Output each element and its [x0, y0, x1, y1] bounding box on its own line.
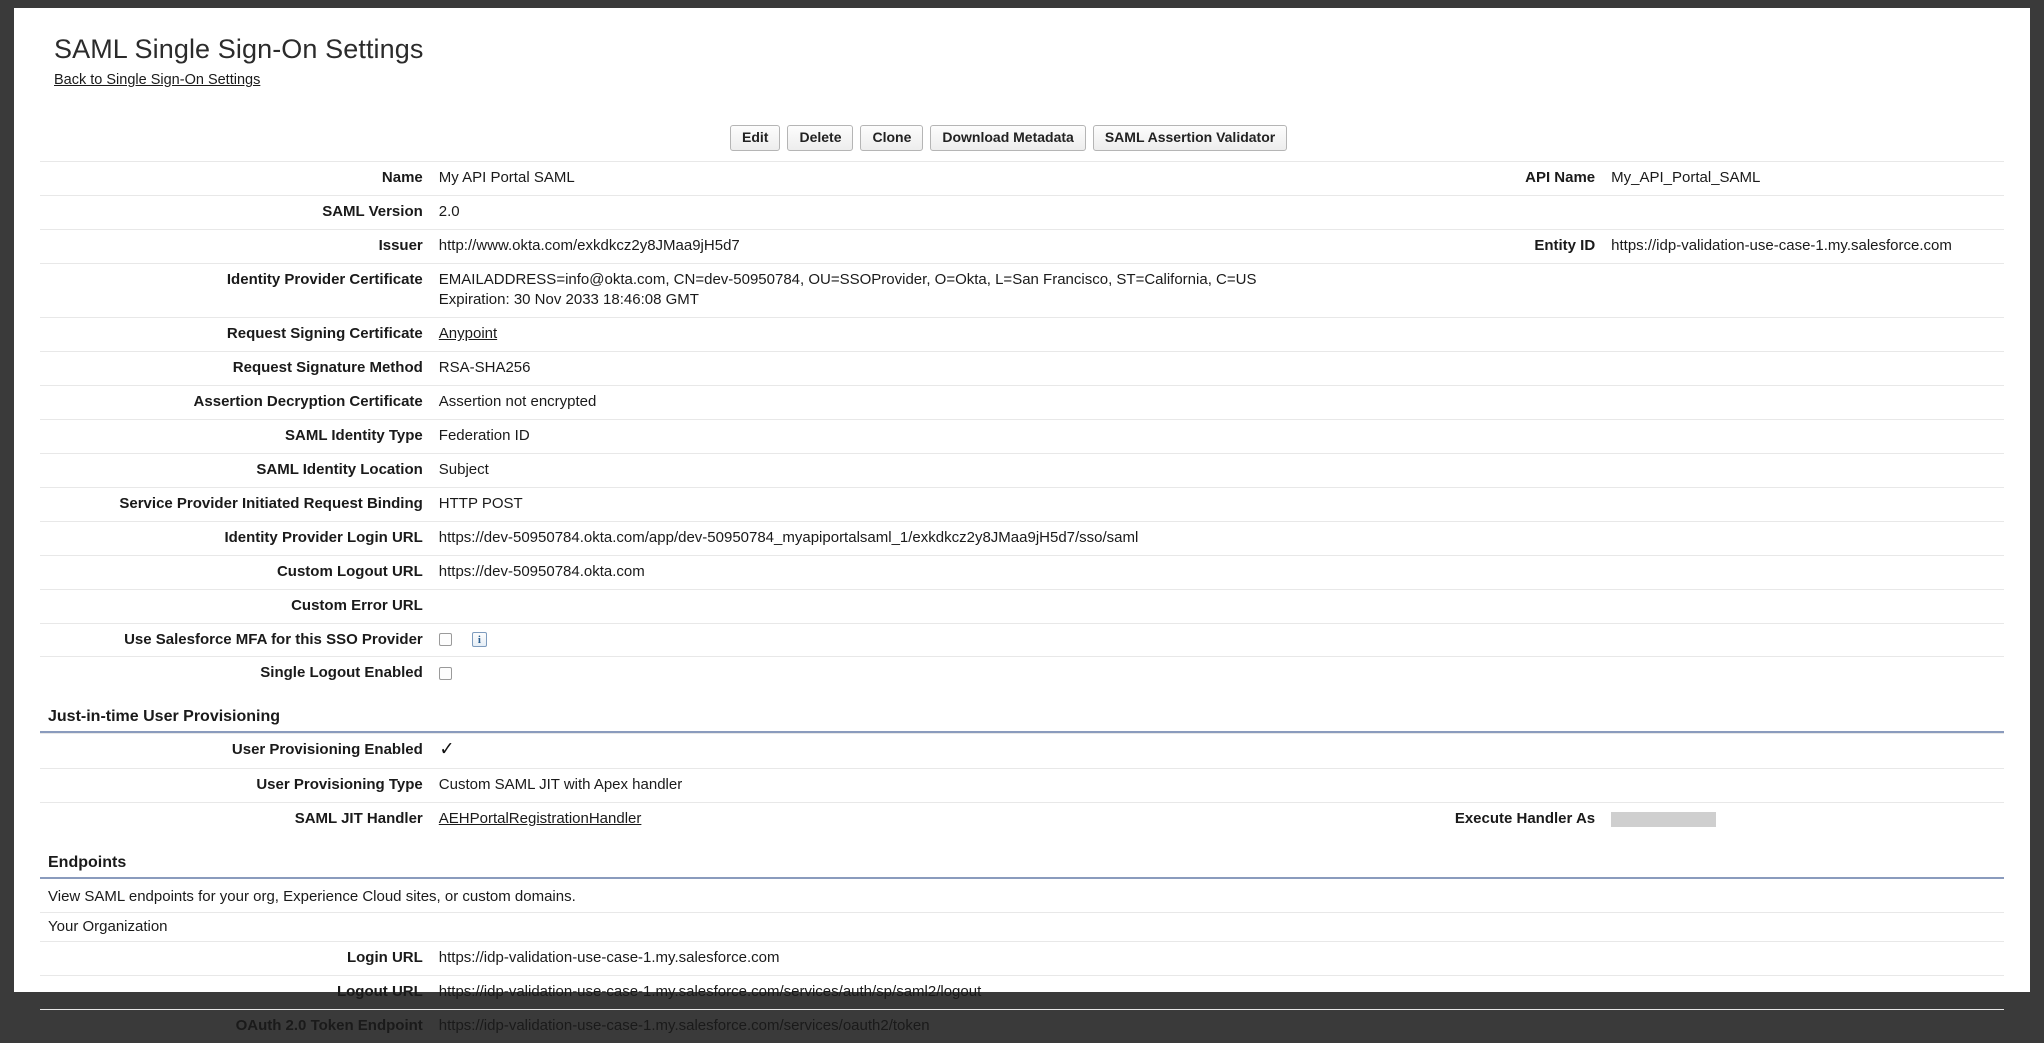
- custom-logout-url-value: https://dev-50950784.okta.com: [431, 555, 1373, 589]
- issuer-label: Issuer: [40, 230, 431, 264]
- assertion-decryption-certificate-label: Assertion Decryption Certificate: [40, 385, 431, 419]
- jit-section-header: [40, 704, 2004, 733]
- empty-label: [1373, 623, 1603, 657]
- saml-version-label: SAML Version: [40, 196, 431, 230]
- table-row: [40, 487, 2004, 521]
- user-provisioning-enabled-value: [431, 734, 1373, 769]
- table-row: [40, 419, 2004, 453]
- assertion-decryption-certificate-value: Assertion not encrypted: [431, 385, 1373, 419]
- empty-value: [1603, 942, 2004, 976]
- empty-value: [1603, 385, 2004, 419]
- action-toolbar: [730, 89, 2004, 161]
- saml-jit-handler-link[interactable]: AEHPortalRegistrationHandler: [438, 810, 642, 828]
- user-provisioning-enabled-label: User Provisioning Enabled: [40, 734, 431, 769]
- table-row: [40, 230, 2004, 264]
- empty-label: [1373, 318, 1603, 352]
- request-signature-method-value: RSA-SHA256: [431, 352, 1373, 386]
- entity-id-value: https://idp-validation-use-case-1.my.salesforce.com: [1603, 230, 2004, 264]
- empty-label: [1373, 942, 1603, 976]
- table-row: [40, 352, 2004, 386]
- table-row: [40, 589, 2004, 623]
- identity-provider-certificate-value: [431, 264, 1373, 318]
- identity-provider-login-url-value: https://dev-50950784.okta.com/app/dev-50950784_myapiportalsaml_1/exkdkcz2y8JMaa9jH5d7/sso/saml: [431, 521, 1373, 555]
- entity-id-label: Entity ID: [1373, 230, 1603, 264]
- name-value: My API Portal SAML: [431, 162, 1373, 196]
- endpoints-table: [40, 941, 2004, 1043]
- certificate-expiration: Expiration: 30 Nov 2033 18:46:08 GMT: [438, 291, 699, 309]
- download-metadata-button[interactable]: Download Metadata: [930, 125, 1085, 151]
- saml-settings-page: [14, 8, 2030, 1035]
- saml-identity-type-value: Federation ID: [431, 419, 1373, 453]
- empty-label: [1373, 769, 1603, 803]
- table-row: [40, 453, 2004, 487]
- empty-value: [1603, 419, 2004, 453]
- logout-url-value: https://idp-validation-use-case-1.my.salesforce.com/services/auth/sp/saml2/logout: [431, 976, 1373, 1010]
- request-signing-certificate-label: Request Signing Certificate: [40, 318, 431, 352]
- oauth-token-endpoint-value: https://idp-validation-use-case-1.my.salesforce.com/services/oauth2/token: [431, 1010, 1373, 1043]
- saml-jit-handler-value: [431, 803, 1373, 836]
- delete-button[interactable]: Delete: [787, 125, 853, 151]
- edit-button[interactable]: Edit: [730, 125, 780, 151]
- use-salesforce-mfa-value: [431, 623, 1373, 657]
- page-content: [14, 8, 2030, 1043]
- table-row: [40, 1010, 2004, 1043]
- identity-provider-login-url-label: Identity Provider Login URL: [40, 521, 431, 555]
- table-row: [40, 385, 2004, 419]
- request-signing-certificate-value: [431, 318, 1373, 352]
- custom-error-url-value: [431, 589, 1373, 623]
- oauth-token-endpoint-label: OAuth 2.0 Token Endpoint: [40, 1010, 431, 1043]
- empty-value: [1603, 487, 2004, 521]
- single-logout-enabled-checkbox[interactable]: [439, 667, 452, 680]
- user-provisioning-type-value: Custom SAML JIT with Apex handler: [431, 769, 1373, 803]
- single-logout-enabled-label: Single Logout Enabled: [40, 657, 431, 690]
- info-icon[interactable]: i: [472, 632, 487, 647]
- empty-label: [1373, 976, 1603, 1010]
- table-row: [40, 196, 2004, 230]
- empty-value: [1603, 453, 2004, 487]
- endpoints-section-header: [40, 850, 2004, 879]
- empty-label: [1373, 453, 1603, 487]
- empty-value: [1603, 589, 2004, 623]
- saml-jit-handler-label: SAML JIT Handler: [40, 803, 431, 836]
- login-url-label: Login URL: [40, 942, 431, 976]
- empty-value: [1603, 734, 2004, 769]
- table-row: [40, 264, 2004, 318]
- saml-assertion-validator-button[interactable]: SAML Assertion Validator: [1093, 125, 1287, 151]
- empty-value: [1603, 196, 2004, 230]
- custom-error-url-label: Custom Error URL: [40, 589, 431, 623]
- empty-label: [1373, 196, 1603, 230]
- jit-details-table: [40, 733, 2004, 836]
- custom-logout-url-label: Custom Logout URL: [40, 555, 431, 589]
- execute-handler-as-value: [1603, 803, 2004, 836]
- table-row: [40, 623, 2004, 657]
- identity-provider-certificate-label: Identity Provider Certificate: [40, 264, 431, 318]
- saml-identity-type-label: SAML Identity Type: [40, 419, 431, 453]
- empty-value: [1603, 623, 2004, 657]
- empty-label: [1373, 555, 1603, 589]
- logout-url-label: Logout URL: [40, 976, 431, 1010]
- empty-label: [1373, 419, 1603, 453]
- empty-value: [1603, 976, 2004, 1010]
- table-row: [40, 734, 2004, 769]
- saml-identity-location-label: SAML Identity Location: [40, 453, 431, 487]
- endpoints-note: View SAML endpoints for your org, Experience Cloud sites, or custom domains.: [48, 888, 576, 906]
- sp-initiated-request-binding-value: HTTP POST: [431, 487, 1373, 521]
- saml-details-table: [40, 161, 2004, 690]
- table-row: [40, 318, 2004, 352]
- saml-version-value: 2.0: [431, 196, 1373, 230]
- jit-section-title: Just-in-time User Provisioning: [48, 708, 281, 726]
- certificate-subject: EMAILADDRESS=info@okta.com, CN=dev-50950784, OU=SSOProvider, O=Okta, L=San Francisco, ST=California, C=US: [438, 271, 1257, 289]
- empty-label: [1373, 264, 1603, 318]
- empty-value: [1603, 555, 2004, 589]
- empty-value: [1603, 657, 2004, 690]
- empty-value: [1603, 1010, 2004, 1043]
- use-salesforce-mfa-label: Use Salesforce MFA for this SSO Provider: [40, 623, 431, 657]
- empty-value: [1603, 352, 2004, 386]
- empty-label: [1373, 487, 1603, 521]
- user-provisioning-type-label: User Provisioning Type: [40, 769, 431, 803]
- empty-label: [1373, 385, 1603, 419]
- table-row: [40, 162, 2004, 196]
- empty-value: [1603, 521, 2004, 555]
- execute-handler-as-label: Execute Handler As: [1373, 803, 1603, 836]
- empty-value: [1603, 264, 2004, 318]
- sp-initiated-request-binding-label: Service Provider Initiated Request Binding: [40, 487, 431, 521]
- anypoint-certificate-link[interactable]: Anypoint: [438, 325, 498, 343]
- issuer-value: http://www.okta.com/exkdkcz2y8JMaa9jH5d7: [431, 230, 1373, 264]
- empty-label: [1373, 352, 1603, 386]
- single-logout-enabled-value: [431, 657, 1373, 690]
- check-icon: ✓: [439, 739, 455, 761]
- endpoints-section-title: Endpoints: [48, 854, 127, 872]
- empty-label: [1373, 1010, 1603, 1043]
- request-signature-method-label: Request Signature Method: [40, 352, 431, 386]
- clone-button[interactable]: Clone: [860, 125, 923, 151]
- empty-value: [1603, 769, 2004, 803]
- use-salesforce-mfa-checkbox[interactable]: [439, 633, 452, 646]
- back-to-sso-settings-link[interactable]: Back to Single Sign-On Settings: [54, 72, 261, 88]
- table-row: [40, 657, 2004, 690]
- table-row: [40, 803, 2004, 836]
- empty-label: [1373, 657, 1603, 690]
- page-title: SAML Single Sign-On Settings: [54, 34, 424, 64]
- login-url-value: https://idp-validation-use-case-1.my.salesforce.com: [431, 942, 1373, 976]
- table-row: [40, 976, 2004, 1010]
- your-organization-subheading: Your Organization: [40, 912, 2004, 941]
- table-row: [40, 942, 2004, 976]
- empty-label: [1373, 734, 1603, 769]
- empty-value: [1603, 318, 2004, 352]
- table-row: [40, 521, 2004, 555]
- table-row: [40, 555, 2004, 589]
- redacted-value: [1611, 812, 1716, 827]
- saml-identity-location-value: Subject: [431, 453, 1373, 487]
- api-name-value: My_API_Portal_SAML: [1603, 162, 2004, 196]
- name-label: Name: [40, 162, 431, 196]
- table-row: [40, 769, 2004, 803]
- api-name-label: API Name: [1373, 162, 1603, 196]
- empty-label: [1373, 521, 1603, 555]
- empty-label: [1373, 589, 1603, 623]
